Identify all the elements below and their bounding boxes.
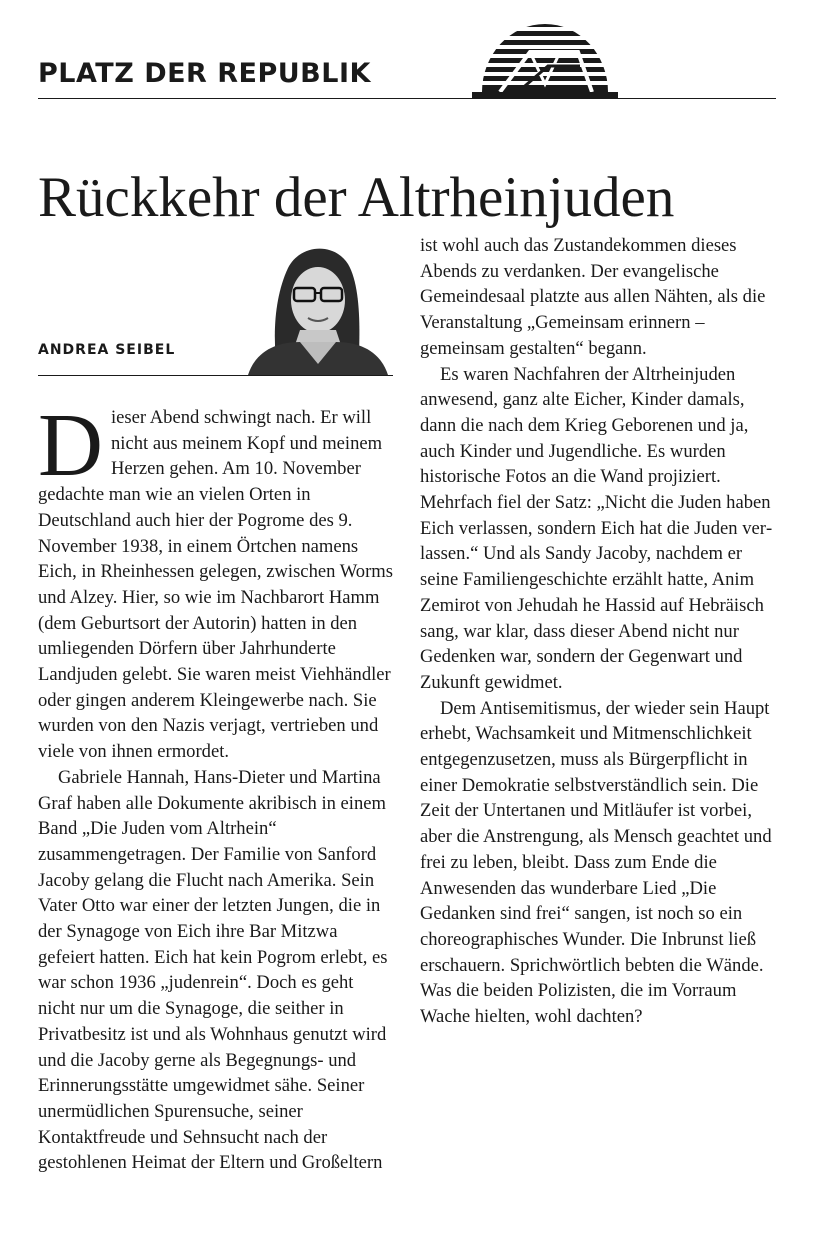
paragraph-2-continued: ist wohl auch das Zustandekommen dieses Abends zu verdanken. Der evangelische Gemeindesaal platzte aus allen Nähten, als die Veranstaltung „Gemeinsam erinnern – gemeinsam gestalten“ begann. xyxy=(420,235,766,359)
reichstag-dome-logo-icon xyxy=(460,14,630,102)
article-column-right xyxy=(420,233,776,1030)
paragraph-4: Dem Antisemitismus, der wieder sein Haupt erhebt, Wachsamkeit und Mitmenschlichkeit entgegenzusetzen, muss als Bürgerpflicht in einer Demokratie selbstverständlich sein. Die Zeit der Untertanen und Mitläufer ist vorbei, aber die Anstrengung, als Mensch geachtet und frei zu leben, bleibt. Dass zum Ende die Anwesenden das wunderbare Lied „Die Gedanken sind frei“ sangen, ist noch so ein choreographisches Wunder. Die Inbrunst ließ erschauern. Sprichwörtlich bebten die Wände. Was die beiden Polizisten, die im Vorraum Wache hielten, wohl dachten? xyxy=(420,697,772,1028)
paragraph-1 xyxy=(38,396,393,765)
paragraph-1-text: ieser Abend schwingt nach. Er will nicht aus meinem Kopf und meinem Herzen gehen. Am 10. November gedachte man wie an vielen Orten in Deutschland auch hier der Pogrome des 9. November 1938, in einem Örtchen namens Eich, in Rheinhessen gelegen, zwischen Worms und Alzey. Hier, so wie im Nachbarort Hamm (dem Geburtsort der Autorin) hatten in den umliegenden Dörfern über Jahrhunderte Landjuden gelebt. Sie waren meist Viehhändler oder gingen anderem Kleingewerbe nach. Sie wurden von den Nazis verjagt, vertrieben und viele von ihnen ermordet. xyxy=(38,407,393,763)
byline xyxy=(38,238,393,376)
paragraph-3: Es waren Nachfahren der Altrheinjuden anwesend, ganz alte Eicher, Kinder damals, dann die nach dem Krieg Geborenen und ja, auch Kinder und Jugendliche. Es wurden historische Fotos an die Wand projiziert. Mehrfach fiel der Satz: „Nicht die Juden haben Eich verlassen, sondern Eich hat die Juden verlassen.“ Und als Sandy Jacoby, nachdem er seine Familiengeschichte erzählt hatte, Anim Zemirot von Jehudah he Hassid auf Hebräisch sang, war klar, dass dieser Abend nicht nur Gedenken war, sondern der Gegenwart und Zukunft gewidmet. xyxy=(420,363,773,693)
rubric-title: PLATZ DER REPUBLIK xyxy=(38,58,371,89)
rubric-header xyxy=(38,10,776,99)
author-name: ANDREA SEIBEL xyxy=(38,342,176,358)
article-headline: Rückkehr der Altrheinjuden xyxy=(38,166,675,230)
paragraph-2: Gabriele Hannah, Hans-Dieter und Martina Graf haben alle Dokumente akribisch in einem Band „Die Juden vom Altrhein“ zusammengetragen. Der Familie von Sanford Jacoby gelang die Flucht nach Amerika. Sein Vater Otto war einer der letzten Jungen, die in der Synagoge von Eich ihre Bar Mitzwa gefeiert hatten. Eich hat kein Pogrom erlebt, es war schon 1936 „judenrein“. Doch es geht nicht nur um die Synagoge, die seither in Privatbesitz ist und als Wohnhaus genutzt wird und die Jacoby gerne als Begegnungs- und Erinnerungsstätte umgewidmet sähe. Seiner unermüdlichen Spurensuche, seiner Kontaktfreude und Sehnsucht nach der gestohlenen Heimat der Eltern und Großeltern xyxy=(38,766,388,1174)
drop-cap: D xyxy=(38,396,103,495)
author-portrait-icon xyxy=(238,238,393,379)
article-column-left xyxy=(38,396,393,1176)
